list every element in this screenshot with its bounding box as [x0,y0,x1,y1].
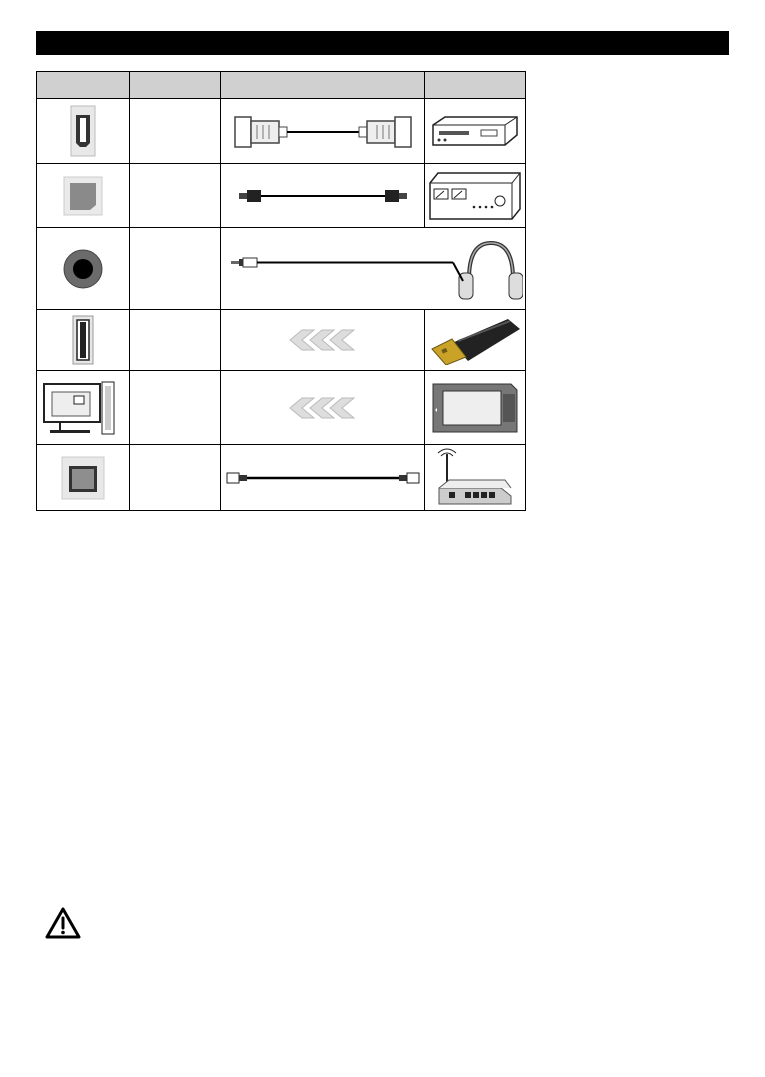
headphone-jack-icon [61,247,105,291]
optical-audio-cable-icon [233,186,413,206]
audio-cable-icon [223,233,523,305]
table-row [37,228,526,310]
cam-module-icon [431,382,519,434]
insert-arrows-icon [282,328,364,352]
cable-cell [221,371,425,445]
table-row [37,371,526,445]
type-cell [130,164,221,228]
cable-cell [221,310,425,371]
header-connector [37,72,130,99]
table-header-row [37,72,526,99]
cable-cell [221,228,526,310]
port-cell [37,228,130,310]
table-row [37,99,526,164]
lan-cable-icon [225,469,421,487]
table-row [37,445,526,511]
type-cell [130,310,221,371]
audio-amplifier-icon [428,171,522,221]
usb-stick-icon [428,315,522,365]
port-cell [37,445,130,511]
table-row [37,164,526,228]
dvd-player-icon [431,113,519,149]
device-cell [425,164,526,228]
spdif-optical-port-icon [63,176,103,216]
cable-cell [221,164,425,228]
hdmi-port-icon [68,105,98,157]
connections-table [36,71,526,511]
ci-slot-tv-rear-icon [40,378,126,438]
port-cell [37,371,130,445]
header-cables [221,72,425,99]
usb-port-icon [72,315,94,365]
header-type [130,72,221,99]
device-cell [425,445,526,511]
insert-arrows-icon [282,396,364,420]
table-row [37,310,526,371]
headphones-icon [453,243,523,299]
section-header-bar [36,31,729,55]
device-cell [425,99,526,164]
cable-cell [221,445,425,511]
device-cell [425,371,526,445]
router-icon [435,448,515,508]
port-cell [37,99,130,164]
type-cell [130,371,221,445]
hdmi-cable-icon [233,109,413,153]
type-cell [130,228,221,310]
port-cell [37,310,130,371]
header-device [425,72,526,99]
device-cell [425,310,526,371]
type-cell [130,99,221,164]
type-cell [130,445,221,511]
warning-triangle-icon [44,906,82,940]
ethernet-port-icon [61,456,105,500]
cable-cell [221,99,425,164]
port-cell [37,164,130,228]
